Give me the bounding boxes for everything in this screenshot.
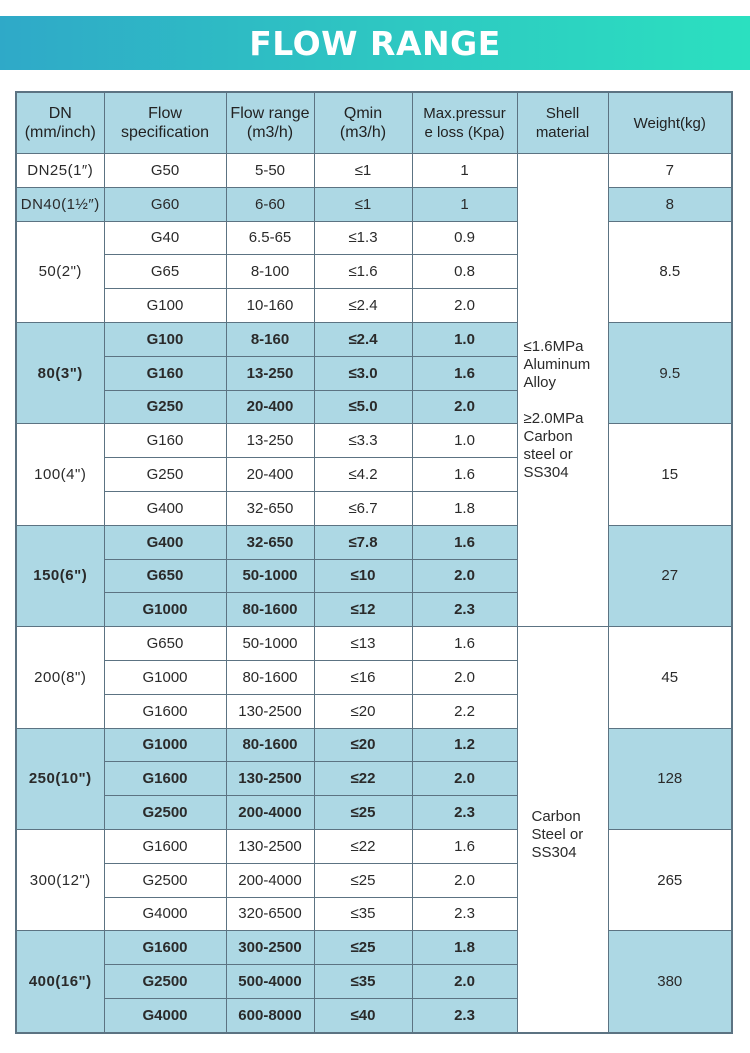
flow-spec-cell: G2500 (104, 863, 226, 897)
pressure-loss-cell: 2.0 (412, 863, 517, 897)
weight-cell: 8 (608, 187, 732, 221)
dn-cell: DN25(1″) (16, 154, 104, 188)
table-row (16, 322, 732, 356)
flow-range-cell: 500-4000 (226, 965, 314, 999)
shell-material-line: Carbon (531, 808, 581, 826)
shell-material-line: steel or (523, 446, 573, 464)
pressure-loss-cell: 2.0 (412, 289, 517, 323)
pressure-loss-cell: 1.6 (412, 458, 517, 492)
flow-spec-cell: G2500 (104, 965, 226, 999)
flow-spec-cell: G1000 (104, 593, 226, 627)
flow-range-cell: 130-2500 (226, 694, 314, 728)
flow-range-table (15, 91, 733, 1034)
flow-spec-cell: G100 (104, 322, 226, 356)
pressure-loss-cell: 2.3 (412, 593, 517, 627)
flow-range-cell: 80-1600 (226, 660, 314, 694)
qmin-cell: ≤25 (314, 796, 412, 830)
qmin-cell: ≤16 (314, 660, 412, 694)
dn-cell: 200(8") (16, 627, 104, 728)
flow-range-cell: 10-160 (226, 289, 314, 323)
pressure-loss-cell: 2.0 (412, 559, 517, 593)
flow-range-cell: 80-1600 (226, 728, 314, 762)
qmin-cell: ≤20 (314, 694, 412, 728)
flow-range-cell: 20-400 (226, 390, 314, 424)
flow-range-cell: 13-250 (226, 424, 314, 458)
pressure-loss-cell: 2.0 (412, 762, 517, 796)
shell-material-cell (517, 627, 608, 1033)
flow-range-cell: 600-8000 (226, 998, 314, 1032)
header-flow-range: Flow range (m3/h) (226, 92, 314, 154)
pressure-loss-cell: 2.2 (412, 694, 517, 728)
table-row (16, 728, 732, 762)
table-row (16, 931, 732, 965)
flow-range-cell: 5-50 (226, 154, 314, 188)
flow-range-cell: 8-100 (226, 255, 314, 289)
header-dn: DN (mm/inch) (16, 92, 104, 154)
flow-spec-cell: G4000 (104, 998, 226, 1032)
table-row (16, 154, 732, 188)
header-weight: Weight(kg) (608, 92, 732, 154)
page-title: FLOW RANGE (249, 23, 501, 63)
flow-spec-cell: G100 (104, 289, 226, 323)
table-row (16, 221, 732, 255)
qmin-cell: ≤12 (314, 593, 412, 627)
flow-spec-cell: G400 (104, 491, 226, 525)
flow-spec-cell: G1600 (104, 694, 226, 728)
pressure-loss-cell: 2.3 (412, 998, 517, 1032)
flow-spec-cell: G50 (104, 154, 226, 188)
qmin-cell: ≤2.4 (314, 322, 412, 356)
flow-spec-cell: G160 (104, 356, 226, 390)
table-row (16, 627, 732, 661)
flow-range-table-wrapper (15, 91, 733, 1034)
shell-material-line: Aluminum (523, 356, 591, 374)
flow-spec-cell: G1600 (104, 762, 226, 796)
shell-material-line: ≤1.6MPa (523, 338, 584, 356)
flow-range-cell: 6-60 (226, 187, 314, 221)
weight-cell: 128 (608, 728, 732, 829)
flow-spec-cell: G250 (104, 390, 226, 424)
qmin-cell: ≤1 (314, 187, 412, 221)
flow-spec-cell: G1000 (104, 728, 226, 762)
pressure-loss-cell: 1.0 (412, 424, 517, 458)
dn-cell: 100(4") (16, 424, 104, 525)
table-row (16, 424, 732, 458)
table-row (16, 829, 732, 863)
pressure-loss-cell: 2.0 (412, 965, 517, 999)
flow-range-cell: 200-4000 (226, 796, 314, 830)
shell-material-line: SS304 (531, 844, 577, 862)
qmin-cell: ≤2.4 (314, 289, 412, 323)
flow-range-cell: 32-650 (226, 525, 314, 559)
flow-spec-cell: G400 (104, 525, 226, 559)
shell-material-line: ≥2.0MPa (523, 410, 584, 428)
qmin-cell: ≤4.2 (314, 458, 412, 492)
flow-range-cell: 130-2500 (226, 829, 314, 863)
pressure-loss-cell: 2.0 (412, 660, 517, 694)
shell-material-line: SS304 (523, 464, 569, 482)
flow-spec-cell: G65 (104, 255, 226, 289)
pressure-loss-cell: 1.6 (412, 356, 517, 390)
qmin-cell: ≤22 (314, 762, 412, 796)
shell-material-line: Carbon (523, 428, 573, 446)
qmin-cell: ≤20 (314, 728, 412, 762)
flow-range-cell: 130-2500 (226, 762, 314, 796)
qmin-cell: ≤7.8 (314, 525, 412, 559)
pressure-loss-cell: 0.8 (412, 255, 517, 289)
pressure-loss-cell: 2.3 (412, 796, 517, 830)
shell-material-line: Alloy (523, 374, 557, 392)
weight-cell: 380 (608, 931, 732, 1033)
flow-spec-cell: G1000 (104, 660, 226, 694)
shell-material-cell (517, 154, 608, 627)
dn-cell: 80(3") (16, 322, 104, 423)
weight-cell: 45 (608, 627, 732, 728)
flow-spec-cell: G160 (104, 424, 226, 458)
flow-spec-cell: G4000 (104, 897, 226, 931)
qmin-cell: ≤1.3 (314, 221, 412, 255)
pressure-loss-cell: 2.3 (412, 897, 517, 931)
table-row (16, 525, 732, 559)
pressure-loss-cell: 0.9 (412, 221, 517, 255)
flow-range-cell: 8-160 (226, 322, 314, 356)
header-pressure-loss: Max.pressur e loss (Kpa) (412, 92, 517, 154)
qmin-cell: ≤25 (314, 863, 412, 897)
pressure-loss-cell: 1.6 (412, 627, 517, 661)
dn-cell: 400(16") (16, 931, 104, 1033)
flow-spec-cell: G250 (104, 458, 226, 492)
flow-spec-cell: G60 (104, 187, 226, 221)
flow-spec-cell: G650 (104, 627, 226, 661)
shell-material-line: Steel or (531, 826, 584, 844)
flow-spec-cell: G1600 (104, 931, 226, 965)
flow-range-cell: 300-2500 (226, 931, 314, 965)
title-banner (0, 16, 750, 70)
pressure-loss-cell: 1.8 (412, 491, 517, 525)
flow-range-cell: 50-1000 (226, 627, 314, 661)
flow-spec-cell: G40 (104, 221, 226, 255)
weight-cell: 9.5 (608, 322, 732, 423)
flow-spec-cell: G1600 (104, 829, 226, 863)
weight-cell: 15 (608, 424, 732, 525)
pressure-loss-cell: 1.6 (412, 829, 517, 863)
flow-spec-cell: G2500 (104, 796, 226, 830)
qmin-cell: ≤35 (314, 897, 412, 931)
header-row (16, 92, 732, 154)
weight-cell: 265 (608, 829, 732, 930)
pressure-loss-cell: 1.2 (412, 728, 517, 762)
qmin-cell: ≤10 (314, 559, 412, 593)
dn-cell: 300(12") (16, 829, 104, 930)
header-qmin: Qmin (m3/h) (314, 92, 412, 154)
flow-range-cell: 20-400 (226, 458, 314, 492)
flow-range-cell: 200-4000 (226, 863, 314, 897)
qmin-cell: ≤3.0 (314, 356, 412, 390)
weight-cell: 8.5 (608, 221, 732, 322)
qmin-cell: ≤6.7 (314, 491, 412, 525)
table-body (16, 154, 732, 1033)
pressure-loss-cell: 1.0 (412, 322, 517, 356)
header-shell-material: Shell material (517, 92, 608, 154)
pressure-loss-cell: 1 (412, 154, 517, 188)
flow-range-cell: 13-250 (226, 356, 314, 390)
qmin-cell: ≤5.0 (314, 390, 412, 424)
qmin-cell: ≤35 (314, 965, 412, 999)
flow-range-cell: 6.5-65 (226, 221, 314, 255)
qmin-cell: ≤40 (314, 998, 412, 1032)
weight-cell: 27 (608, 525, 732, 626)
qmin-cell: ≤13 (314, 627, 412, 661)
weight-cell: 7 (608, 154, 732, 188)
qmin-cell: ≤1.6 (314, 255, 412, 289)
flow-range-cell: 50-1000 (226, 559, 314, 593)
flow-spec-cell: G650 (104, 559, 226, 593)
flow-range-cell: 320-6500 (226, 897, 314, 931)
qmin-cell: ≤1 (314, 154, 412, 188)
table-row (16, 187, 732, 221)
flow-range-cell: 80-1600 (226, 593, 314, 627)
qmin-cell: ≤25 (314, 931, 412, 965)
pressure-loss-cell: 2.0 (412, 390, 517, 424)
dn-cell: 50(2") (16, 221, 104, 322)
qmin-cell: ≤22 (314, 829, 412, 863)
pressure-loss-cell: 1.8 (412, 931, 517, 965)
pressure-loss-cell: 1 (412, 187, 517, 221)
dn-cell: 150(6") (16, 525, 104, 626)
header-flow-spec: Flow specification (104, 92, 226, 154)
flow-range-cell: 32-650 (226, 491, 314, 525)
dn-cell: DN40(1½″) (16, 187, 104, 221)
qmin-cell: ≤3.3 (314, 424, 412, 458)
pressure-loss-cell: 1.6 (412, 525, 517, 559)
dn-cell: 250(10") (16, 728, 104, 829)
